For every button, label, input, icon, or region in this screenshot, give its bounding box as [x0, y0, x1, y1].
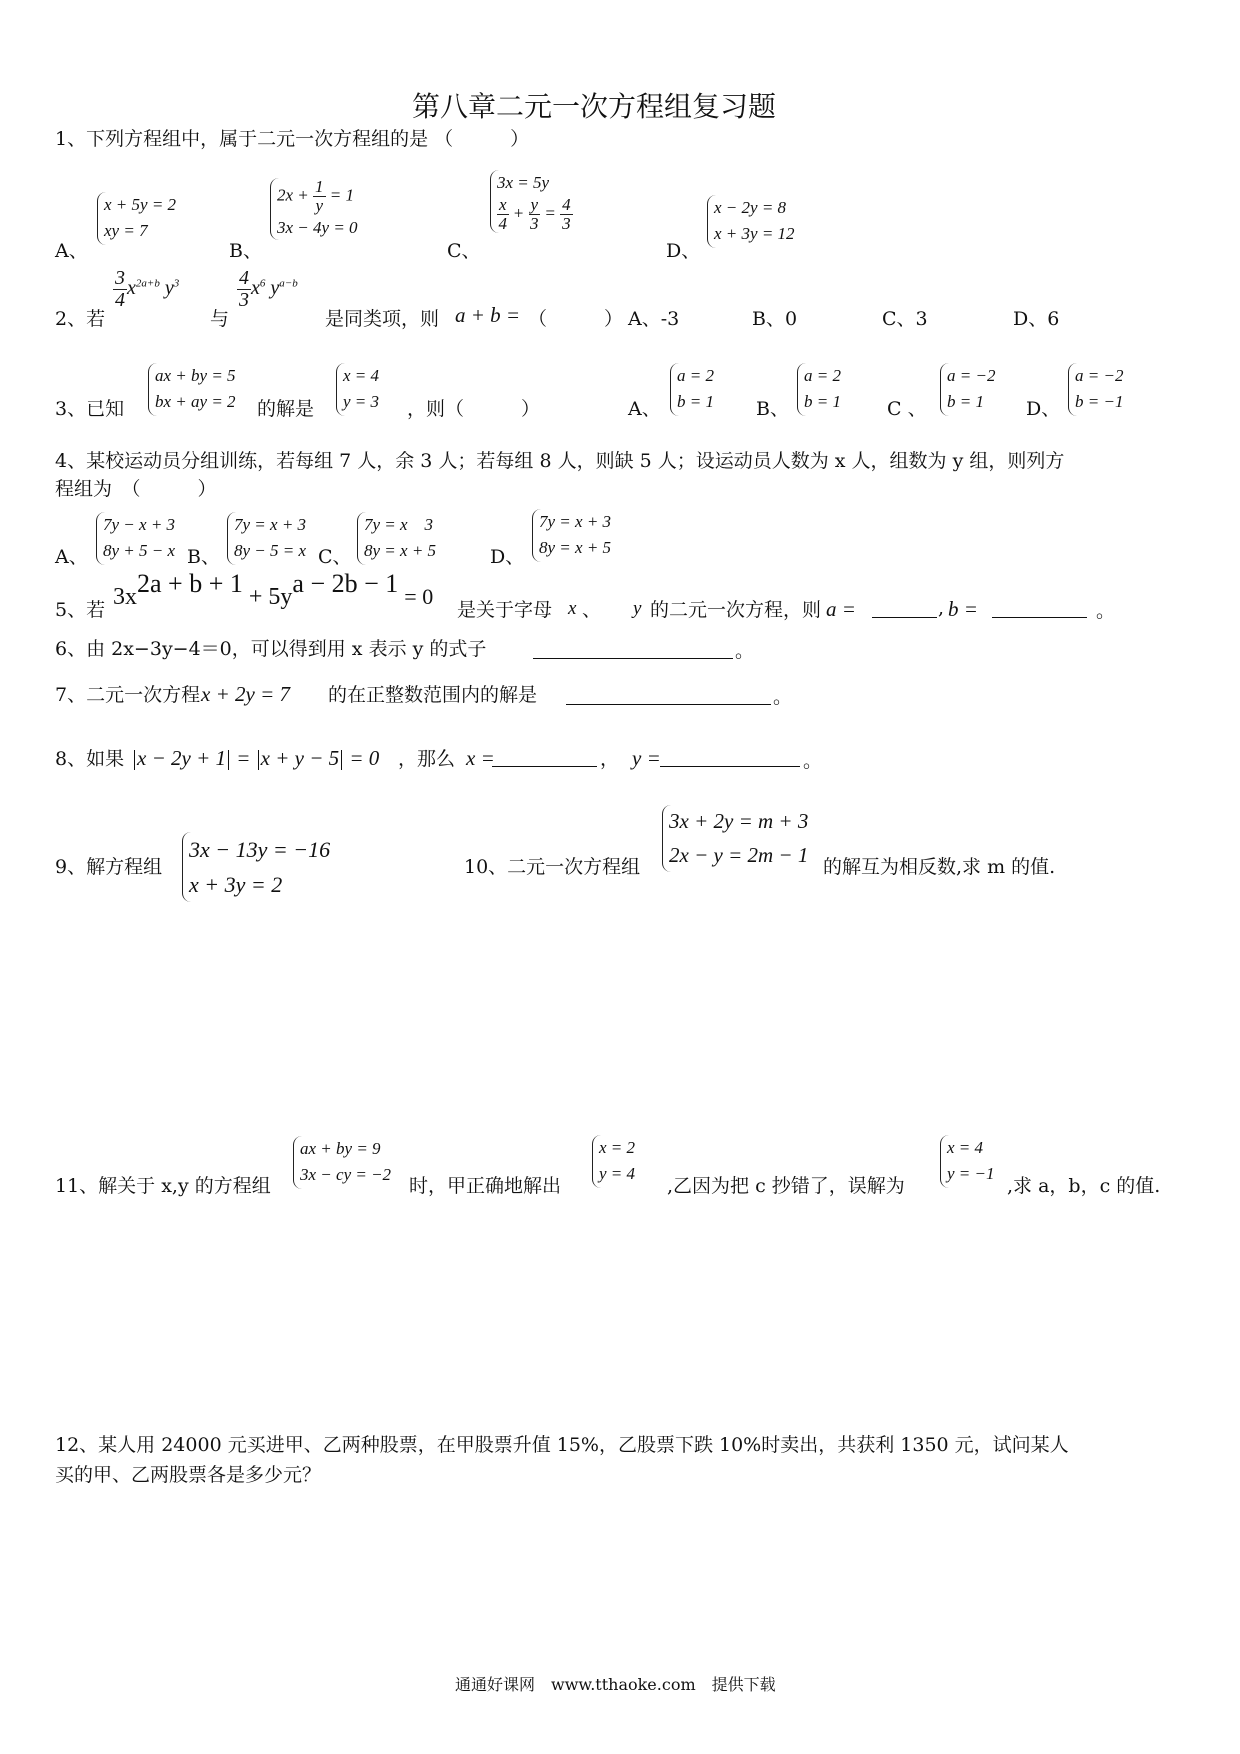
- q1-option-d-label: D、: [666, 240, 701, 262]
- q4-d-eq1: 7y = x + 3: [539, 512, 612, 531]
- q7-answer[interactable]: [566, 686, 771, 709]
- q4-b-eq2: 8y − 5 = x: [234, 541, 307, 561]
- q1-b-eq1-a: 2x +: [277, 185, 309, 205]
- q1-b-eq1-b: = 1: [329, 185, 355, 205]
- q4-option-c-label: C、: [318, 546, 352, 568]
- question-9-prefix: 9、解方程组: [55, 856, 163, 878]
- page-title: 第八章二元一次方程组复习题: [412, 90, 777, 123]
- q3-system: [148, 363, 236, 416]
- q1-option-b-label: B、: [229, 240, 262, 262]
- question-4-line-2: 程组为 （ ）: [55, 478, 217, 500]
- q1-b-fraction: [313, 178, 326, 215]
- q3-mid: 的解是: [257, 398, 315, 420]
- q8-y-answer[interactable]: [660, 748, 800, 771]
- q2-option-d: D、6: [1013, 308, 1060, 330]
- question-10-prefix: 10、二元一次方程组: [464, 856, 641, 878]
- q4-a-eq2: 8y + 5 − x: [103, 541, 176, 561]
- q2-term2-frac: [237, 268, 251, 311]
- q2-term-2: $\frac{4}{3}$ $x^6$ $y^{a-b}$: [239, 267, 298, 311]
- q2-term2-exp-y: a−b: [279, 277, 298, 290]
- q3-option-d-system: [1068, 363, 1123, 416]
- q10-eq1: 3x + 2y = m + 3: [669, 809, 809, 833]
- q3-option-c-system: [940, 363, 995, 416]
- q5-equation: [113, 569, 434, 610]
- q1-option-b-system: [270, 178, 358, 240]
- q3-option-b-system: [797, 363, 841, 416]
- footer-credit: 通通好课网 www.tthaoke.com 提供下载: [455, 1675, 776, 1694]
- q2-term-1: $\frac{3}{4}$ $x^{2a+b}$ $y^3$: [115, 267, 180, 311]
- q4-b-eq1: 7y = x + 3: [234, 515, 307, 534]
- q1-c-frac-3: [560, 196, 573, 233]
- q3-solution: [336, 363, 379, 416]
- question-12-line-2: 买的甲、乙两股票各是多少元？: [55, 1464, 322, 1486]
- q11-sol2-eq2: y = −1: [947, 1164, 995, 1184]
- question-11-prefix: 11、解关于 x,y 的方程组: [55, 1175, 271, 1197]
- question-4-line-1: 4、某校运动员分组训练，若每组 7 人，余 3 人；若每组 8 人，则缺 5 人；设运动员人数为 x 人，组数为 y 组，则列方: [55, 450, 1065, 472]
- q11-solution-2: [940, 1135, 995, 1188]
- q5-mid: 是关于字母: [457, 599, 553, 621]
- q5-exp-1: 2a + b + 1: [137, 569, 243, 598]
- q11-sol1-eq1: x = 2: [599, 1138, 636, 1157]
- q3-option-a-system: [670, 363, 714, 416]
- q10-eq2: 2x − y = 2m − 1: [669, 842, 809, 867]
- q4-option-c-system: [357, 512, 436, 565]
- q5-var-x: x: [568, 598, 577, 619]
- q9-eq1: 3x − 13y = −16: [189, 837, 331, 862]
- q1-b-frac-num: 1: [315, 177, 324, 196]
- q8-expr-1: x − 2y + 1: [137, 746, 226, 770]
- q3-a-eq2: b = 1: [677, 392, 714, 412]
- q1-d-eq1: x − 2y = 8: [714, 198, 787, 217]
- q11-mid-1: 时，甲正确地解出: [409, 1175, 562, 1197]
- q3-option-c-label: C 、: [887, 398, 927, 420]
- q5-comma: ,: [938, 597, 945, 619]
- q3-sol-eq2: y = 3: [343, 392, 380, 412]
- q3-sys-eq2: bx + ay = 2: [155, 392, 236, 412]
- q1-option-a-system: [97, 192, 176, 245]
- question-7-prefix: 7、二元一次方程: [55, 684, 201, 706]
- q3-sys-eq1: ax + by = 5: [155, 366, 236, 385]
- q11-mid-2: ,乙因为把 c 抄错了，误解为: [667, 1175, 905, 1197]
- q1-c-frac-3-num: 4: [562, 195, 571, 215]
- q2-term2-exp-x: 6: [259, 277, 266, 290]
- q1-c-eq2: $\frac{x}{4}$ + $\frac{y}{3}$ = $\frac{4}{3}$: [498, 195, 571, 234]
- q4-d-eq2: 8y = x + 5: [539, 538, 612, 558]
- q5-base-2: + 5y: [248, 584, 293, 610]
- q4-c-eq1: 7y = x 3: [364, 515, 434, 534]
- q2-tail: 是同类项，则: [325, 308, 440, 330]
- q4-c-eq2: 8y = x + 5: [364, 541, 437, 561]
- q5-tail: 的二元一次方程，则: [650, 599, 822, 621]
- q5-sep: 、: [582, 599, 602, 621]
- q11-solution-1: [592, 1135, 635, 1188]
- q3-b-eq1: a = 2: [804, 366, 841, 385]
- q5-b-eq: b =: [948, 597, 978, 621]
- q11-sol1-eq2: y = 4: [599, 1164, 636, 1184]
- q2-term2-num: 4: [239, 267, 249, 289]
- q2-option-c: C、3: [882, 308, 928, 330]
- q3-d-eq2: b = −1: [1075, 392, 1124, 412]
- q11-sys-eq2: 3x − cy = −2: [300, 1165, 392, 1185]
- q8-eq: =: [236, 746, 251, 770]
- question-1-text: 1、下列方程组中，属于二元一次方程组的是 （ ）: [55, 128, 530, 150]
- q8-end: 。: [803, 750, 823, 772]
- q9-eq2: x + 3y = 2: [189, 872, 283, 898]
- q7-expr: x + 2y = 7: [201, 682, 290, 706]
- question-6-text: 6、由 2x−3y−4＝0，可以得到用 x 表示 y 的式子: [55, 638, 487, 660]
- q6-answer[interactable]: [533, 640, 733, 663]
- q5-b-answer[interactable]: [992, 599, 1087, 622]
- q5-a-answer[interactable]: [872, 599, 937, 622]
- q8-expr-3: = 0: [349, 746, 380, 770]
- q11-tail: ,求 a，b，c 的值.: [1007, 1175, 1161, 1197]
- q4-option-b-system: [227, 512, 306, 565]
- q2-paren: （ ）: [528, 308, 624, 330]
- q8-equation: [132, 748, 379, 770]
- q1-b-eq1: [277, 178, 358, 215]
- q4-option-a-system: [96, 512, 175, 565]
- q5-a-eq: a =: [826, 597, 856, 621]
- q2-term2-den: 3: [239, 289, 249, 311]
- q8-x-eq: x =: [466, 746, 495, 770]
- q11-system: [293, 1136, 391, 1189]
- q1-c-frac-1-num: x: [499, 195, 507, 215]
- q1-a-eq1: x + 5y = 2: [104, 195, 177, 214]
- q2-option-b: B、0: [752, 308, 798, 330]
- q3-sol-eq1: x = 4: [343, 366, 380, 385]
- q1-c-frac-1-den: 4: [498, 214, 508, 234]
- q3-a-eq1: a = 2: [677, 366, 714, 385]
- q2-term1-exp-x: 2a+b: [135, 277, 160, 290]
- q1-d-eq2: x + 3y = 12: [714, 224, 795, 244]
- q2-expr: a + b =: [455, 303, 521, 327]
- q4-option-d-system: [532, 509, 611, 562]
- q1-c-frac-3-den: 3: [562, 214, 571, 234]
- q5-exp-2: a − 2b − 1: [292, 569, 399, 598]
- q8-sep: ，: [600, 748, 620, 770]
- q3-option-d-label: D、: [1026, 398, 1061, 420]
- q2-term1-num: 3: [115, 267, 125, 289]
- q8-y-eq: y =: [632, 746, 661, 770]
- q1-a-eq2: xy = 7: [104, 221, 148, 241]
- q4-option-b-label: B、: [187, 546, 220, 568]
- q9-system: [182, 832, 330, 902]
- q3-d-eq1: a = −2: [1075, 366, 1124, 385]
- q10-tail: 的解互为相反数,求 m 的值.: [823, 856, 1056, 878]
- q1-c-frac-1: [497, 196, 509, 233]
- question-8-prefix: 8、如果: [55, 748, 125, 770]
- q2-term1-exp-y: 3: [173, 277, 180, 290]
- q4-option-d-label: D、: [490, 546, 525, 568]
- q8-x-answer[interactable]: [492, 748, 597, 771]
- q5-base-1: 3x: [113, 584, 137, 610]
- q3-option-b-label: B、: [756, 398, 789, 420]
- q1-c-eq1: 3x = 5y: [497, 173, 550, 192]
- q3-option-a-label: A、: [628, 398, 661, 420]
- q1-option-c-system: [490, 170, 573, 233]
- q1-c-frac-2: [529, 196, 541, 233]
- q3-tail: ，则（ ）: [407, 398, 541, 420]
- q7-end: 。: [773, 686, 793, 708]
- q5-var-y: y: [633, 598, 642, 619]
- q4-a-eq1: 7y − x + 3: [103, 515, 176, 534]
- q3-c-eq1: a = −2: [947, 366, 996, 385]
- q1-option-a-label: A、: [55, 240, 88, 262]
- q1-option-c-label: C、: [447, 240, 481, 262]
- q3-c-eq2: b = 1: [947, 392, 984, 412]
- question-5-prefix: 5、若: [55, 599, 106, 621]
- q1-option-d-system: [707, 195, 795, 248]
- question-12-line-1: 12、某人用 24000 元买进甲、乙两种股票，在甲股票升值 15%，乙股票下跌 10%时卖出，共获利 1350 元，试问某人: [55, 1434, 1069, 1456]
- q1-b-eq2: 3x − 4y = 0: [277, 217, 358, 237]
- q7-tail: 的在正整数范围内的解是: [328, 684, 538, 706]
- q11-sol2-eq1: x = 4: [947, 1138, 984, 1157]
- q1-b-frac-den: y: [315, 195, 324, 215]
- q2-term1-frac: [113, 268, 127, 311]
- q5-eq-zero: = 0: [404, 584, 434, 609]
- q10-system: [662, 805, 808, 872]
- q2-mid: 与: [210, 308, 230, 330]
- q1-c-frac-2-den: 3: [530, 214, 539, 234]
- q5-end: 。: [1096, 600, 1116, 622]
- q2-term1-den: 4: [115, 289, 125, 311]
- q1-c-frac-2-num: y: [530, 195, 539, 215]
- q11-sys-eq1: ax + by = 9: [300, 1139, 381, 1158]
- q3-b-eq2: b = 1: [804, 392, 841, 412]
- question-3-prefix: 3、已知: [55, 398, 125, 420]
- q6-end: 。: [735, 640, 755, 662]
- q2-option-a: A、-3: [628, 308, 680, 330]
- question-2-prefix: 2、若: [55, 308, 106, 330]
- q8-expr-2: x + y − 5: [260, 746, 340, 770]
- q8-mid: ，那么: [398, 748, 456, 770]
- q4-option-a-label: A、: [55, 546, 88, 568]
